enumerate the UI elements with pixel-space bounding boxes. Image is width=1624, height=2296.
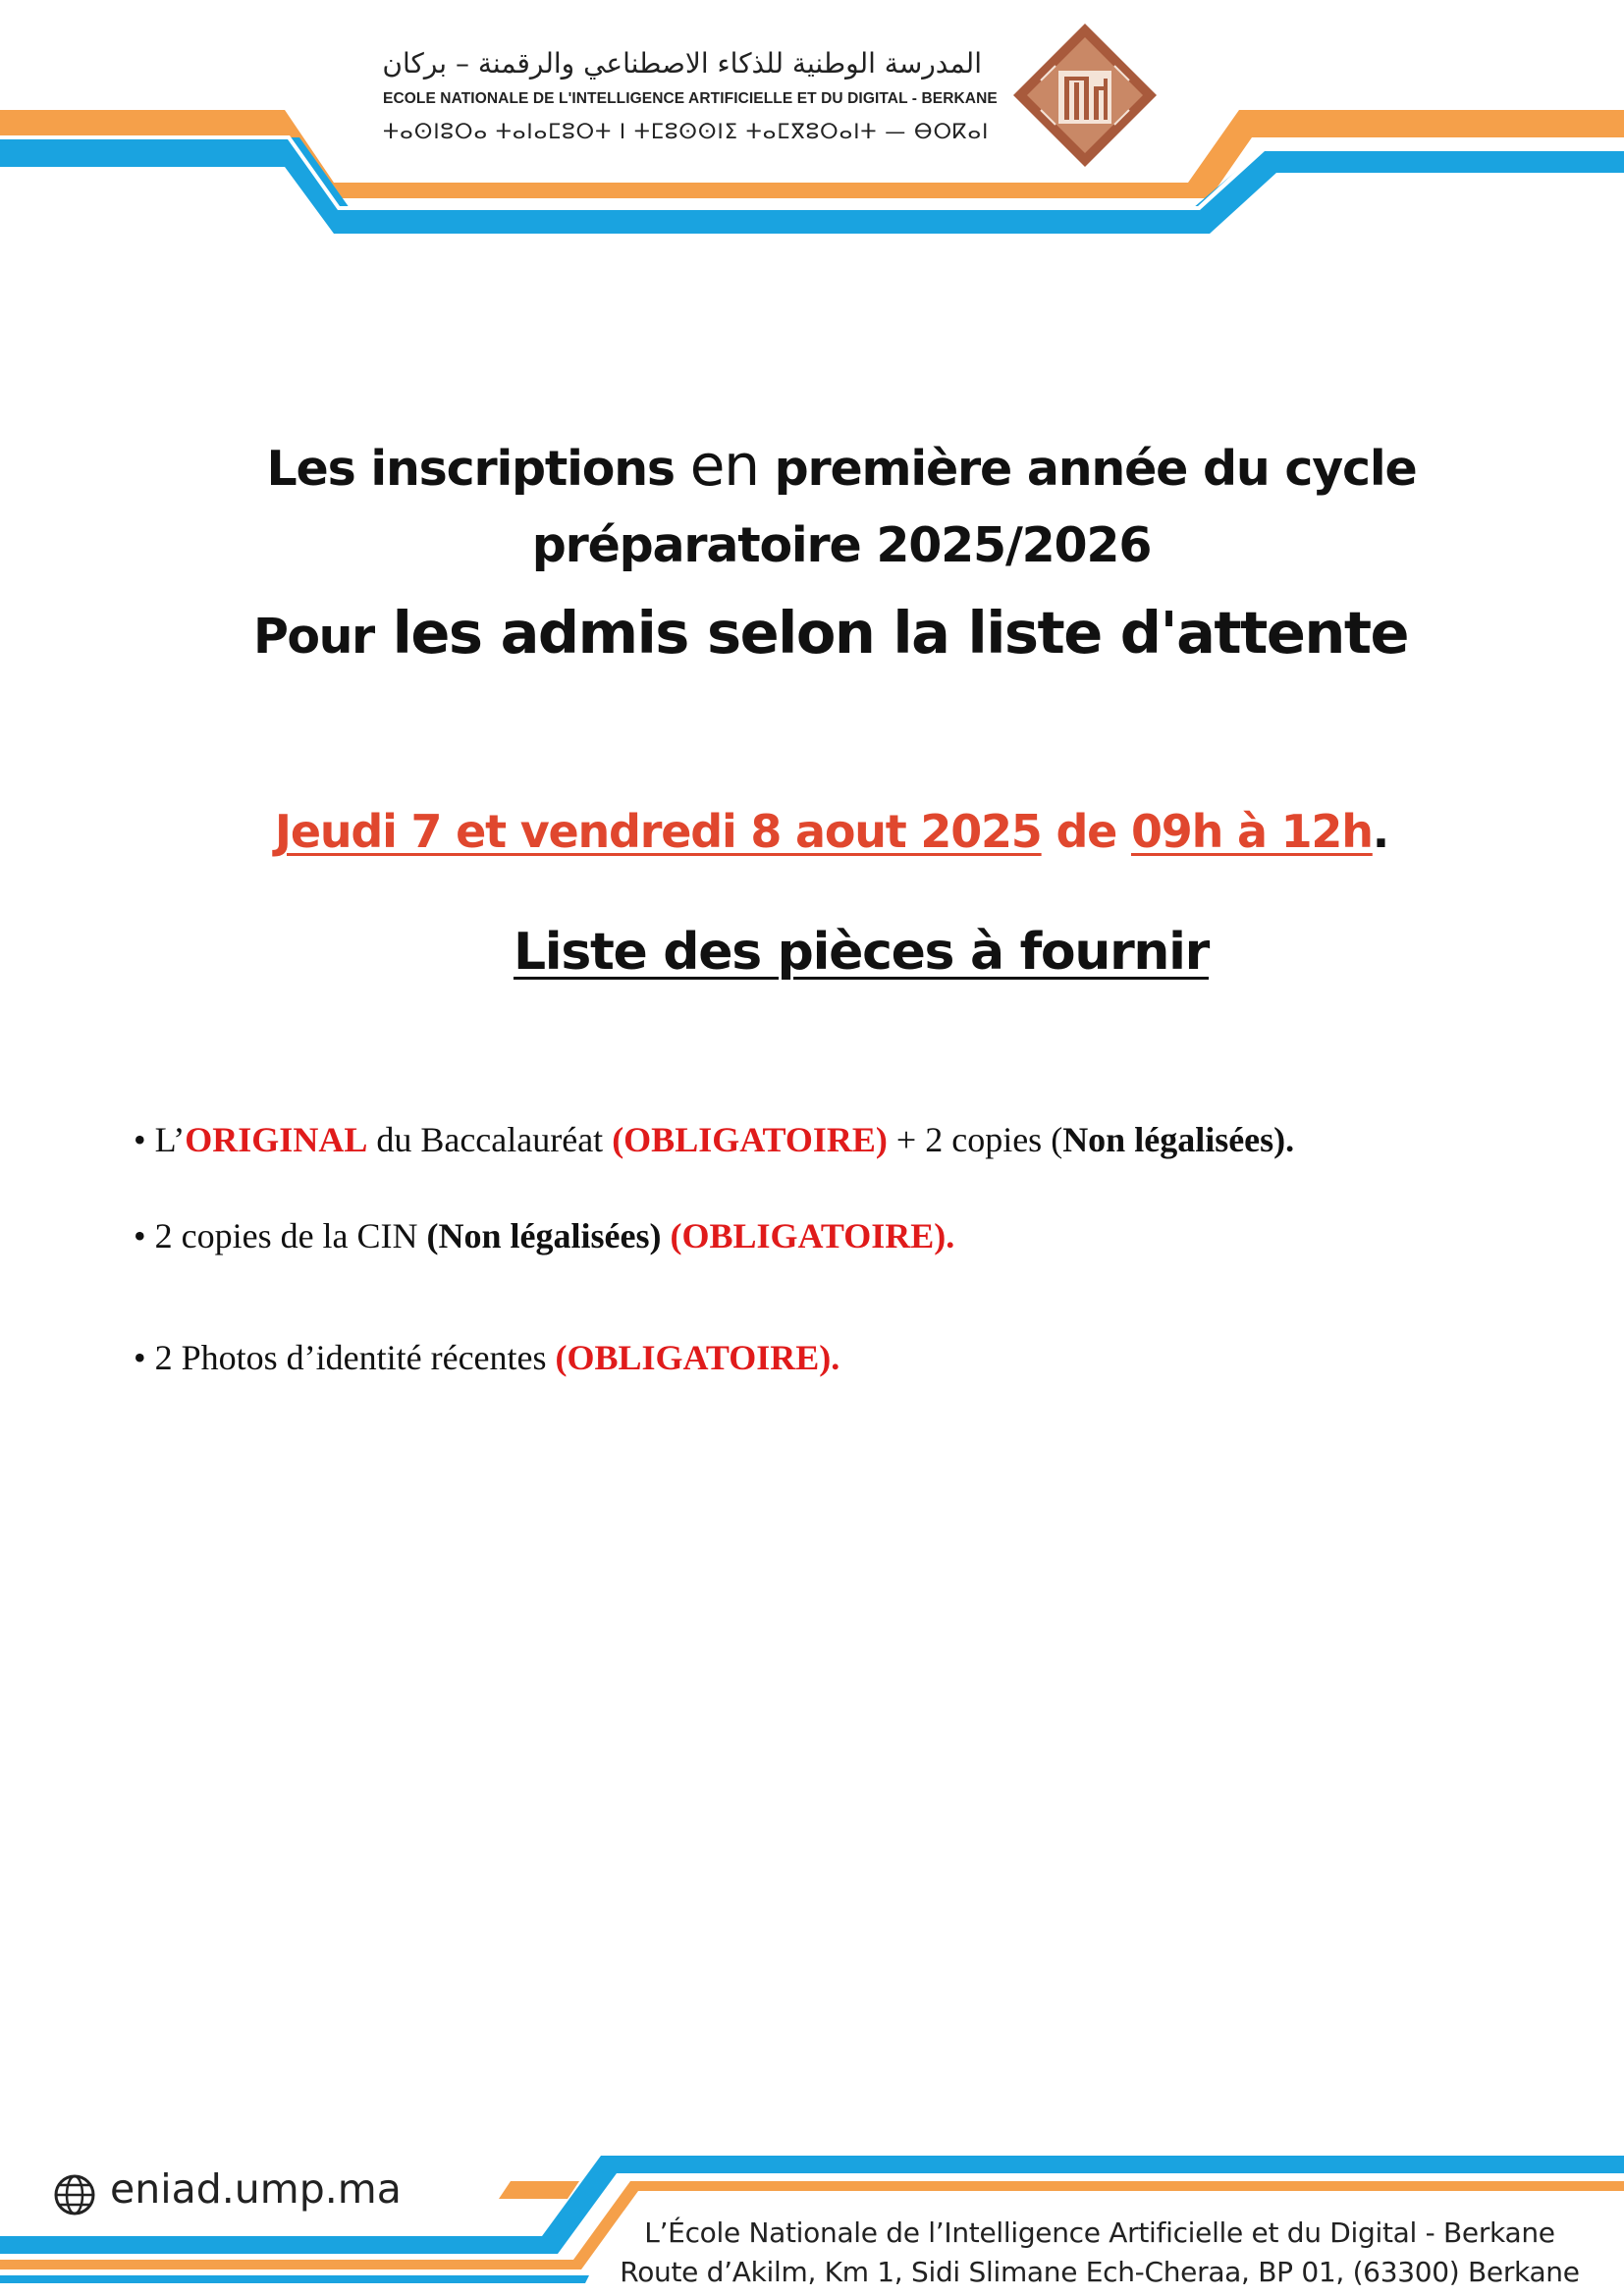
list-item	[134, 1215, 954, 1256]
title-line-1	[0, 432, 1624, 499]
item-text: du Baccalauréat	[367, 1120, 613, 1159]
title-line-1-start: Les inscriptions	[266, 441, 690, 497]
item-text: 2 Photos d’identité récentes	[145, 1338, 556, 1377]
eniad-logo	[1011, 22, 1159, 169]
footer-address-line-2: Route d’Akilm, Km 1, Sidi Slimane Ech-Cheraa, BP 01, (63300) Berkane	[620, 2256, 1580, 2288]
list-item	[134, 1337, 839, 1378]
bullet: •	[134, 1216, 146, 1255]
mandatory-label: (OBLIGATOIRE)	[612, 1120, 888, 1159]
dates-days: Jeudi 7 et vendredi 8 aout 2025	[274, 805, 1042, 858]
registration-dates	[0, 805, 1624, 858]
list-item	[134, 1119, 1294, 1160]
dates-end: .	[1372, 805, 1389, 858]
non-legalized-label: Non légalisées).	[1062, 1120, 1295, 1159]
title-line-2: préparatoire 2025/2026	[531, 517, 1152, 573]
title-line-3	[253, 599, 1408, 667]
school-name-arabic: المدرسة الوطنية للذكاء الاصطناعي والرقمنة – بركان	[382, 47, 982, 80]
dates-connector: de	[1041, 805, 1131, 858]
item-text: 2 copies de la CIN	[145, 1216, 427, 1255]
item-text: + 2 copies (	[887, 1120, 1063, 1159]
original-highlight: ORIGINAL	[185, 1120, 368, 1159]
title-line-1-end: première année du cycle	[758, 441, 1417, 497]
bullet: •	[134, 1338, 146, 1377]
school-name-tifinagh: ⵜⴰⵙⵏⵓⵔⴰ ⵜⴰⵏⴰⵎⵓⵔⵜ ⵏ ⵜⵎⵓⵙⵙⵏⵉ ⵜⴰⵎⴳⵓⵔⴰⵏⵜ — ⴱⵔⴽⴰⵏ	[383, 120, 990, 143]
title-line-1-en: en	[689, 432, 759, 499]
item-text: L’	[145, 1120, 186, 1159]
documents-list-heading: Liste des pièces à fournir	[513, 923, 1210, 982]
footer-blue-band-lower	[0, 2275, 589, 2283]
bullet: •	[134, 1120, 146, 1159]
footer-address-line-1: L’École Nationale de l’Intelligence Artificielle et du Digital - Berkane	[644, 2216, 1555, 2249]
mandatory-label: (OBLIGATOIRE).	[555, 1338, 840, 1377]
school-name-french: ECOLE NATIONALE DE L'INTELLIGENCE ARTIFICIELLE ET DU DIGITAL - BERKANE	[383, 90, 998, 107]
globe-icon	[53, 2173, 96, 2216]
website-link[interactable]: eniad.ump.ma	[110, 2165, 402, 2213]
non-legalized-label: (Non légalisées)	[426, 1216, 662, 1255]
dates-hours: 09h à 12h	[1130, 805, 1373, 858]
mandatory-label: (OBLIGATOIRE).	[661, 1216, 955, 1255]
title-line-3-end: les admis selon la liste d'attente	[373, 599, 1409, 667]
title-line-3-start: Pour	[253, 609, 374, 665]
footer-orange-accent	[499, 2181, 579, 2199]
